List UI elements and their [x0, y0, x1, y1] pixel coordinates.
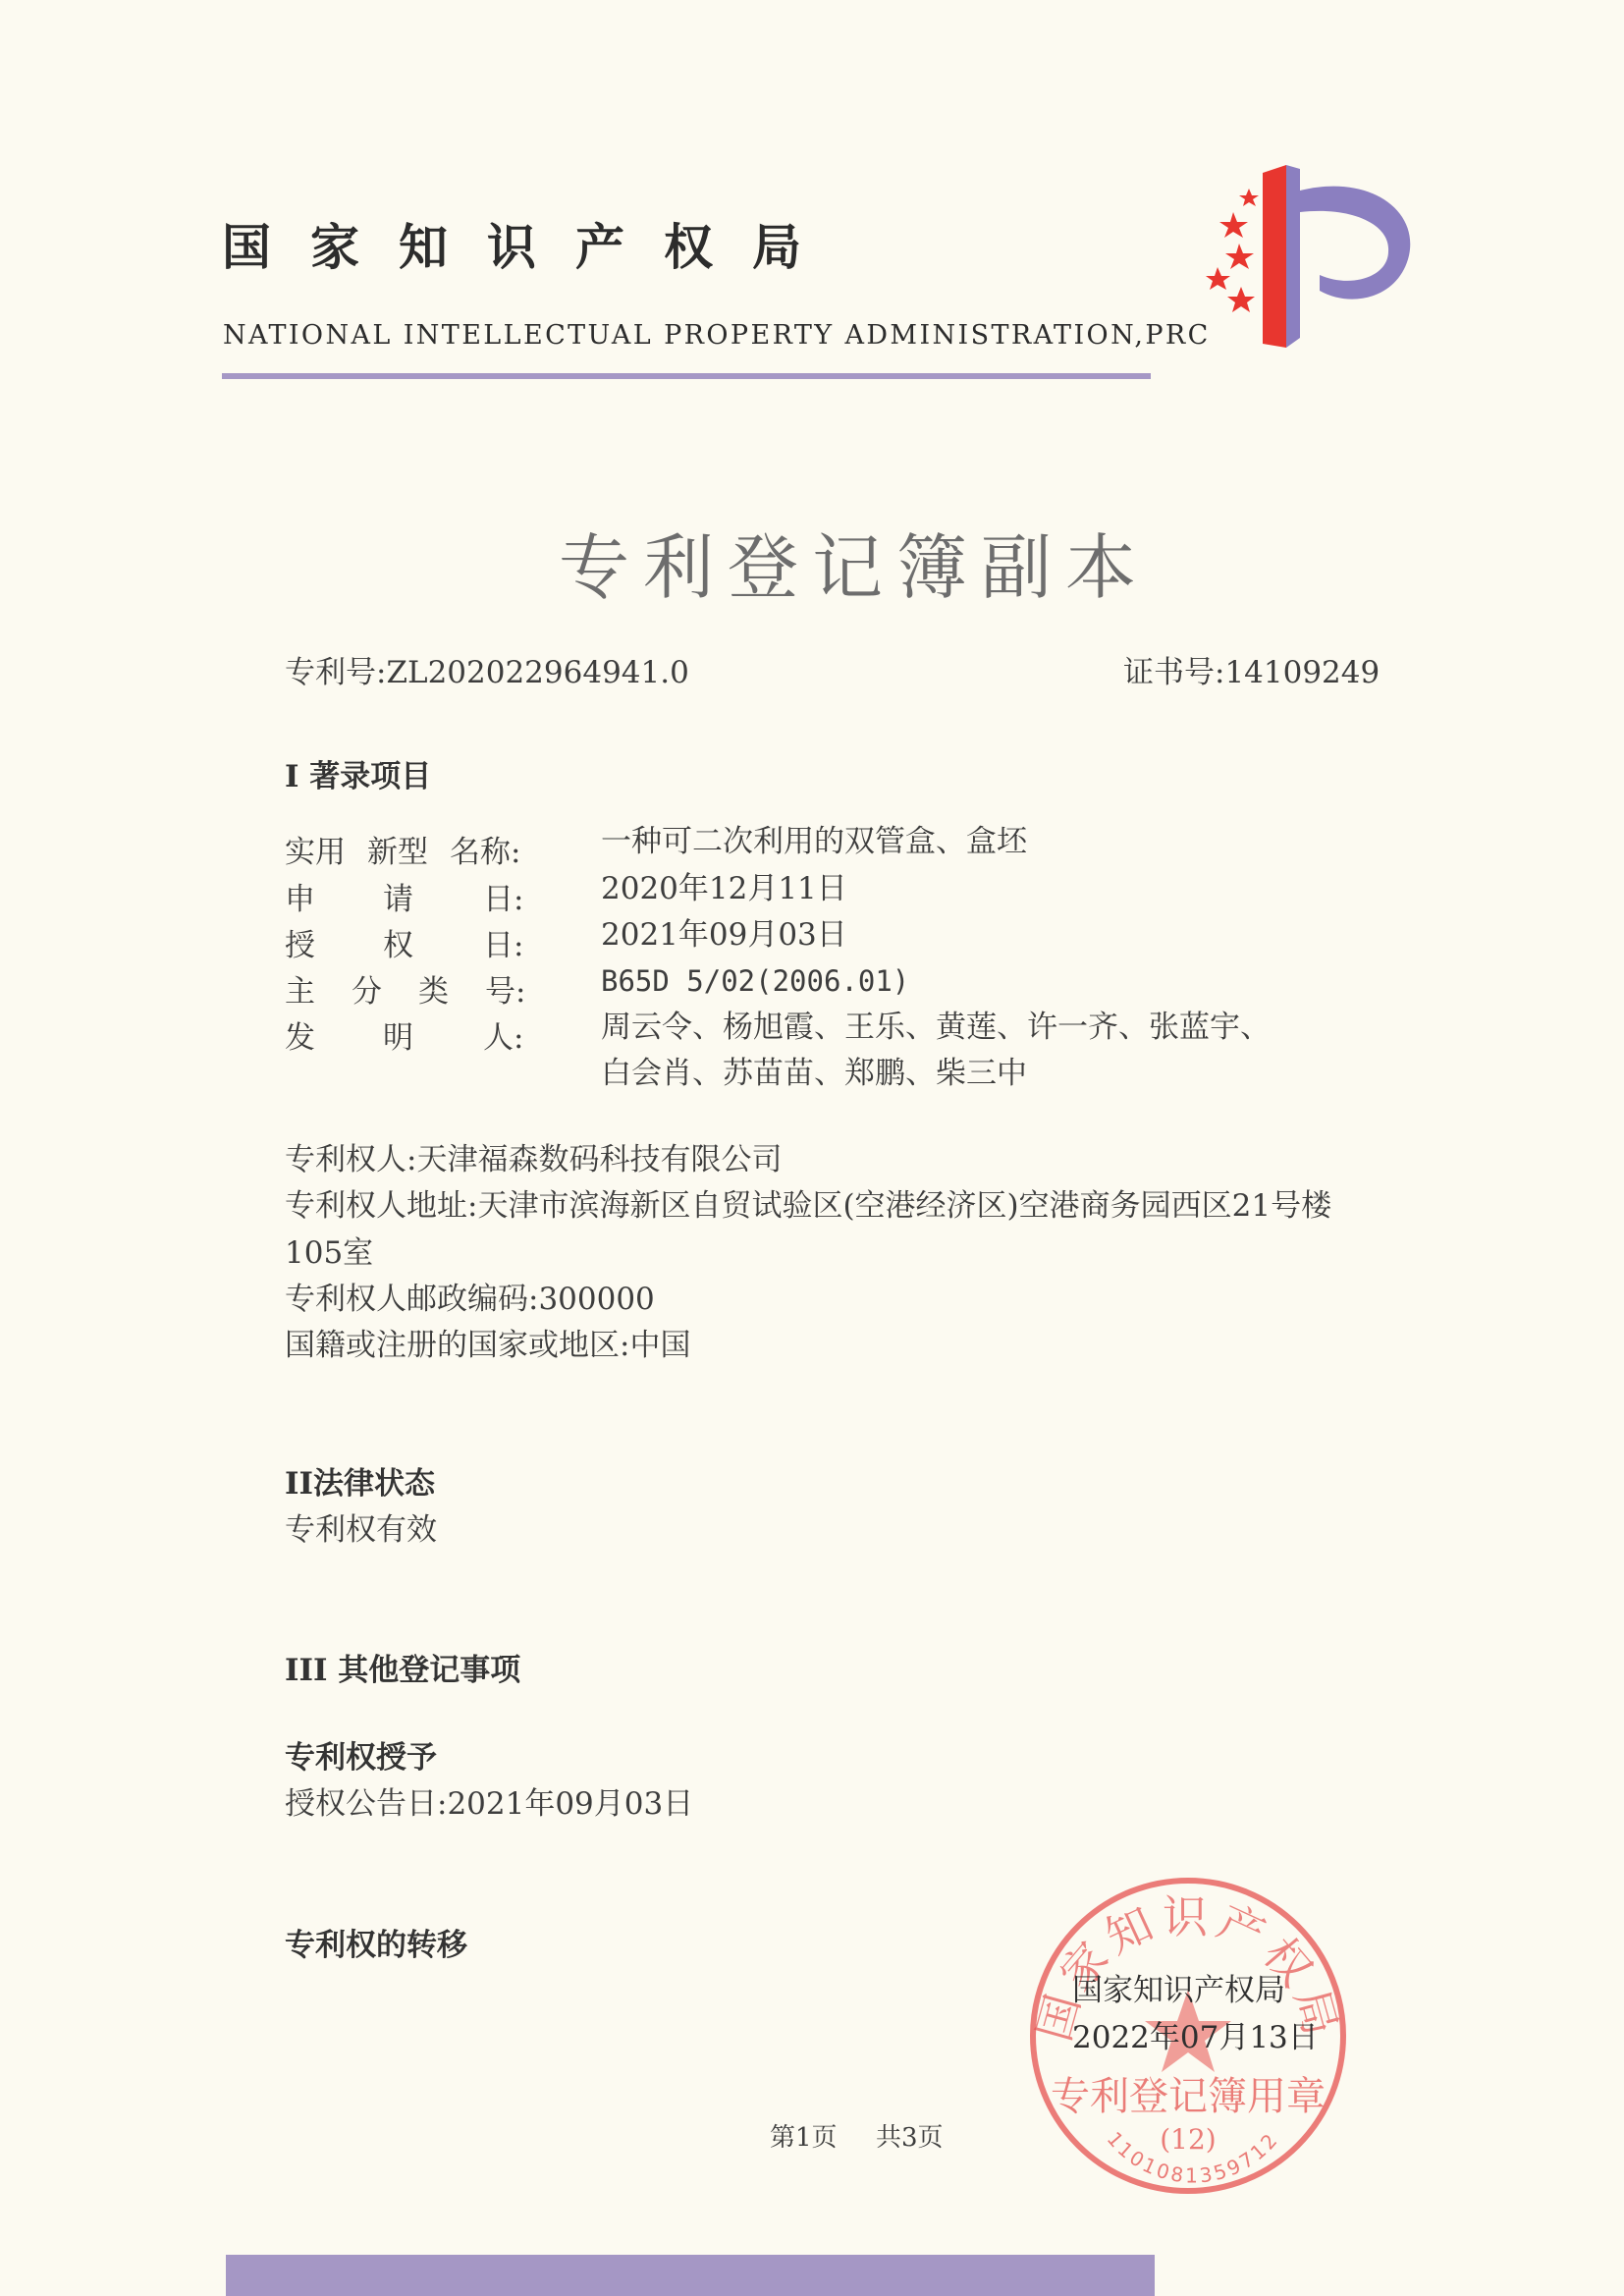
section-2-heading: II法律状态 [285, 1466, 436, 1502]
main-classification: B65D 5/02(2006.01) [601, 964, 910, 998]
page-number: 第1页 [770, 2123, 838, 2153]
grant-heading: 专利权授予 [285, 1740, 437, 1776]
seal-name: 专利登记簿用章 [1051, 2074, 1326, 2119]
seal-number: (12) [1160, 2123, 1217, 2156]
issuing-office: 国家知识产权局 [1072, 1973, 1285, 2008]
org-name-cn: 国家知识产权局 [222, 218, 840, 276]
page-total: 共3页 [876, 2123, 944, 2153]
patentee-address: 专利权人地址:天津市滨海新区自贸试验区(空港经济区)空港商务园西区21号楼 [285, 1188, 1332, 1224]
label-inventor-part-3: 人: [483, 1020, 524, 1056]
label-app-part-3: 日: [483, 882, 524, 917]
label-inventor-part-1: 发 [285, 1020, 315, 1056]
document-title: 专利登记簿副本 [558, 526, 1150, 609]
section-1-heading: I 著录项目 [285, 759, 432, 794]
certificate-number: 证书号:14109249 [1123, 655, 1380, 690]
label-app-part-2: 请 [383, 882, 413, 917]
inventors-line-1: 周云令、杨旭霞、王乐、黄莲、许一齐、张蓝宇、 [601, 1010, 1271, 1045]
patentee-address-line-2: 105室 [285, 1235, 374, 1271]
org-name-en: NATIONAL INTELLECTUAL PROPERTY ADMINISTRATION,PRC [223, 320, 1211, 351]
legal-status: 专利权有效 [285, 1512, 437, 1548]
label-class-part-3: 类 [418, 974, 449, 1010]
cnipa-logo-icon [1204, 161, 1453, 357]
label-class-part-1: 主 [285, 974, 315, 1010]
footer-rule [226, 2255, 1155, 2296]
label-grant-part-1: 授 [285, 928, 315, 963]
application-date: 2020年12月11日 [601, 871, 847, 906]
section-3-heading: III 其他登记事项 [285, 1653, 521, 1688]
label-name-part-2: 新型 [367, 835, 428, 870]
label-grant-part-3: 日: [483, 928, 524, 963]
utility-model-name: 一种可二次利用的双管盒、盒坯 [601, 824, 1027, 859]
header-rule [222, 373, 1151, 379]
issue-date: 2022年07月13日 [1072, 2020, 1319, 2055]
label-name-part-1: 实用 [285, 835, 346, 870]
seal-serial: 1101081359712 [1102, 2126, 1284, 2188]
inventors-line-2: 白会肖、苏苗苗、郑鹏、柴三中 [601, 1056, 1027, 1091]
grant-date: 2021年09月03日 [601, 917, 847, 953]
patent-number: 专利号:ZL202022964941.0 [285, 655, 689, 690]
patentee-postcode: 专利权人邮政编码:300000 [285, 1282, 655, 1317]
patentee: 专利权人:天津福森数码科技有限公司 [285, 1142, 783, 1177]
label-app-part-1: 申 [285, 882, 315, 917]
seal-arc-text: 国家知识产权局 [1026, 1890, 1350, 2047]
grant-announcement-date: 授权公告日:2021年09月03日 [285, 1786, 694, 1822]
label-name-part-3: 名称: [450, 835, 521, 870]
transfer-heading: 专利权的转移 [285, 1928, 467, 1963]
label-class-part-4: 号: [485, 974, 526, 1010]
label-inventor-part-2: 明 [383, 1020, 413, 1056]
patentee-country: 国籍或注册的国家或地区:中国 [285, 1328, 691, 1363]
label-grant-part-2: 权 [383, 928, 413, 963]
label-class-part-2: 分 [352, 974, 382, 1010]
